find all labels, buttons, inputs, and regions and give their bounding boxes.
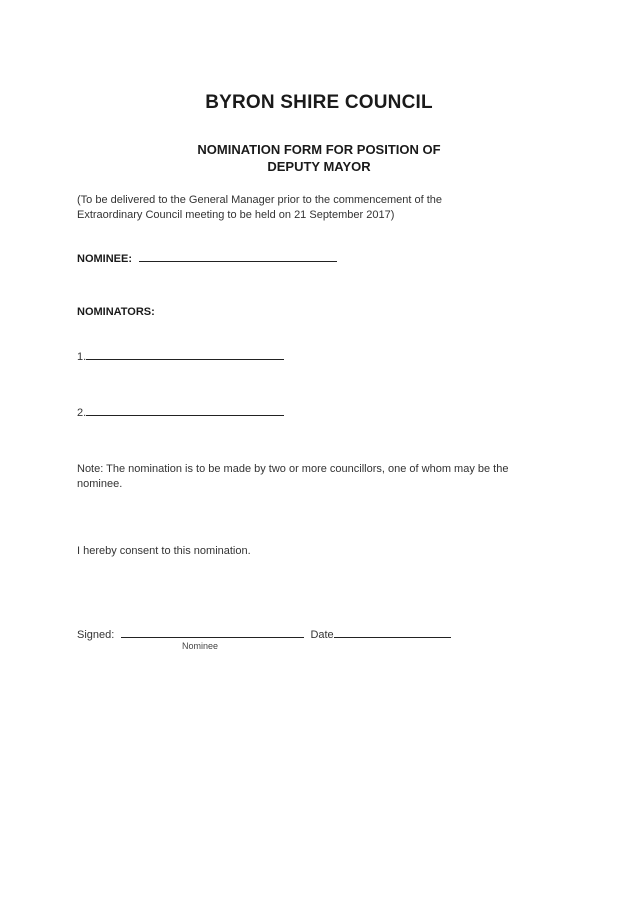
signed-label: Signed: (77, 629, 115, 641)
date-field-line[interactable] (334, 626, 451, 638)
form-title (0, 141, 638, 175)
nomination-note (77, 462, 577, 492)
note-line1: Note: The nomination is to be made by two or more councillors, one of whom may be the (77, 463, 509, 475)
nominee-caption: Nominee (182, 641, 219, 651)
form-title-line2: DEPUTY MAYOR (267, 159, 371, 174)
nominator-number-2: 2. (77, 407, 87, 419)
nominator-1-field-line[interactable] (86, 348, 284, 360)
instructions-line1: (To be delivered to the General Manager prior to the commencement of the (77, 194, 443, 206)
date-label: Date (310, 629, 334, 641)
form-title-line1: NOMINATION FORM FOR POSITION OF (197, 142, 441, 157)
nominee-label: NOMINEE: (77, 253, 132, 265)
consent-statement: I hereby consent to this nomination. (77, 545, 251, 557)
signature-row (77, 626, 451, 641)
nominee-field-line[interactable] (139, 250, 337, 262)
note-line2: nominee. (77, 478, 123, 490)
nominator-row-2 (77, 404, 284, 419)
organization-title: BYRON SHIRE COUNCIL (205, 92, 433, 113)
nominator-number-1: 1. (77, 351, 87, 363)
instructions-line2: Extraordinary Council meeting to be held on 21 September 2017) (77, 208, 395, 221)
nominee-row (77, 250, 337, 265)
nominators-label: NOMINATORS: (77, 306, 155, 318)
delivery-instructions (77, 193, 577, 222)
nominator-row-1 (77, 348, 284, 363)
nominator-2-field-line[interactable] (86, 404, 284, 416)
signature-field-line[interactable] (121, 626, 304, 638)
